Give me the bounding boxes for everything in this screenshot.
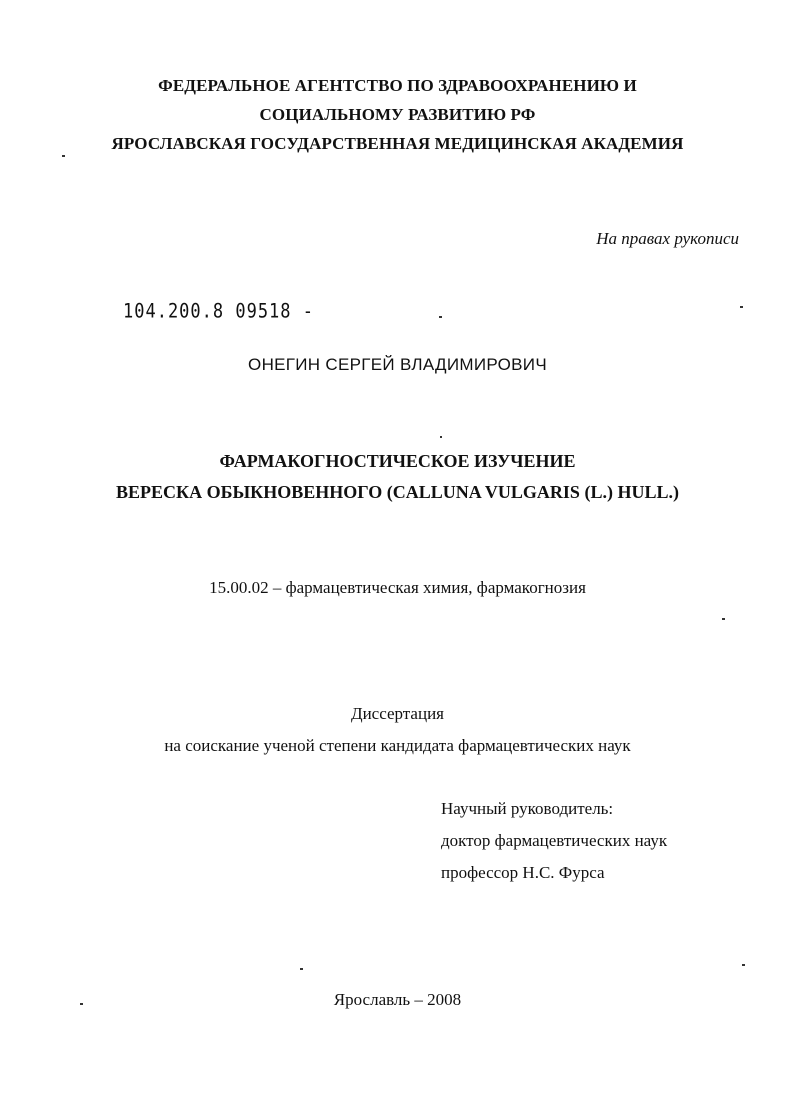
scan-speck [740, 306, 743, 308]
author-name: ОНЕГИН СЕРГЕЙ ВЛАДИМИРОВИЧ [248, 355, 547, 374]
header-agency-line-1: ФЕДЕРАЛЬНОЕ АГЕНТСТВО ПО ЗДРАВООХРАНЕНИЮ И [158, 76, 637, 95]
thesis-title-line-1: ФАРМАКОГНОСТИЧЕСКОЕ ИЗУЧЕНИЕ [219, 451, 576, 471]
scan-speck [80, 1003, 83, 1005]
registration-stamp: 104.200.8 09518 - [123, 300, 314, 323]
degree-description: на соискание ученой степени кандидата фармацевтических наук [164, 736, 631, 755]
scan-speck [722, 618, 725, 620]
specialty-code: 15.00.02 – фармацевтическая химия, фармакогнозия [209, 578, 586, 597]
advisor-degree: доктор фармацевтических наук [441, 831, 668, 850]
advisor-label: Научный руководитель: [441, 799, 614, 818]
scan-speck [742, 964, 745, 966]
advisor-name: профессор Н.С. Фурса [441, 863, 605, 882]
manuscript-rights-note: На правах рукописи [596, 229, 739, 248]
header-agency-line-2: СОЦИАЛЬНОМУ РАЗВИТИЮ РФ [259, 105, 536, 124]
scan-speck [300, 968, 303, 970]
document-type: Диссертация [350, 704, 444, 723]
thesis-title-line-2: ВЕРЕСКА ОБЫКНОВЕННОГО (CALLUNA VULGARIS (L.) HULL.) [116, 482, 679, 502]
scan-speck [62, 155, 65, 157]
header-academy-line: ЯРОСЛАВСКАЯ ГОСУДАРСТВЕННАЯ МЕДИЦИНСКАЯ АКАДЕМИЯ [111, 134, 684, 153]
place-and-year: Ярославль – 2008 [333, 990, 462, 1009]
scan-speck [440, 436, 442, 438]
scan-speck [439, 316, 442, 318]
